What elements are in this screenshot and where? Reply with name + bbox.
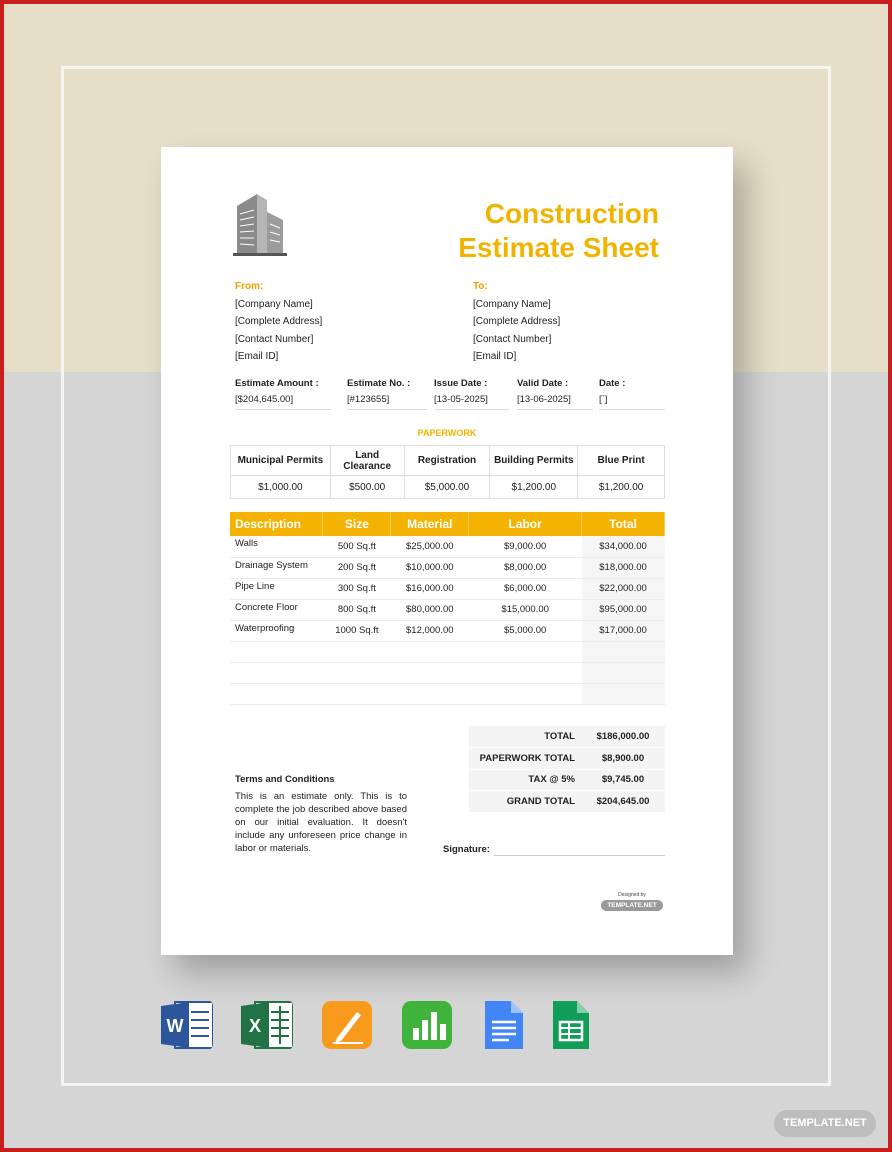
paperwork-header: Building Permits — [490, 446, 578, 476]
paperwork-value-row — [231, 476, 665, 499]
items-table — [230, 512, 665, 705]
document-title — [458, 197, 659, 265]
cell-description: Concrete Floor — [230, 599, 323, 620]
info-value: [#123655] — [347, 394, 427, 410]
totals-table — [469, 726, 665, 813]
info-label: Date : — [599, 378, 626, 389]
info-estimate-no — [347, 378, 427, 410]
empty-row — [230, 683, 665, 704]
tax-label: TAX @ 5% — [469, 769, 581, 791]
from-contact: [Contact Number] — [235, 333, 314, 345]
info-label: Estimate No. : — [347, 378, 411, 389]
empty-row — [230, 662, 665, 683]
paperwork-header: Registration — [404, 446, 490, 476]
designed-by-brand: TEMPLATE.NET — [601, 900, 663, 911]
cell-material: $12,000.00 — [391, 620, 469, 641]
word-icon[interactable] — [161, 1000, 213, 1050]
to-email: [Email ID] — [473, 351, 517, 362]
info-value: [13-06-2025] — [517, 394, 593, 410]
cell-labor: $8,000.00 — [469, 557, 582, 578]
designed-by-mark — [601, 892, 663, 911]
info-label: Estimate Amount : — [235, 378, 319, 389]
to-contact: [Contact Number] — [473, 333, 552, 345]
building-logo-icon — [233, 190, 287, 256]
grand-total-row — [469, 791, 665, 813]
info-value: [$204,645.00] — [235, 394, 331, 410]
google-docs-icon[interactable] — [477, 1000, 529, 1050]
info-issue-date — [434, 378, 510, 410]
empty-row — [230, 641, 665, 662]
total-label: TOTAL — [469, 726, 581, 748]
cell-labor: $5,000.00 — [469, 620, 582, 641]
cell-total: $17,000.00 — [582, 620, 665, 641]
paperwork-header: Municipal Permits — [231, 446, 331, 476]
google-sheets-icon[interactable] — [547, 1000, 599, 1050]
to-address: [Complete Address] — [473, 316, 561, 327]
cell-material: $10,000.00 — [391, 557, 469, 578]
items-header-row — [230, 512, 665, 536]
info-value: [`] — [599, 394, 665, 410]
table-row — [230, 536, 665, 557]
paperwork-table — [230, 445, 665, 499]
items-header: Labor — [469, 512, 582, 536]
cell-material: $80,000.00 — [391, 599, 469, 620]
grand-total-label: GRAND TOTAL — [469, 791, 581, 813]
table-row — [230, 578, 665, 599]
cell-labor: $15,000.00 — [469, 599, 582, 620]
total-value: $186,000.00 — [581, 726, 665, 748]
info-value: [13-05-2025] — [434, 394, 510, 410]
info-date — [599, 378, 665, 410]
table-row — [230, 599, 665, 620]
paperwork-title: PAPERWORK — [417, 428, 477, 438]
from-label: From: — [235, 281, 264, 292]
table-row — [230, 557, 665, 578]
info-valid-date — [517, 378, 593, 410]
items-header: Size — [323, 512, 391, 536]
paperwork-value: $5,000.00 — [404, 476, 490, 499]
paperwork-value: $1,200.00 — [578, 476, 665, 499]
paperwork-header-row — [231, 446, 665, 476]
cell-size: 800 Sq.ft — [323, 599, 391, 620]
items-header: Total — [582, 512, 665, 536]
excel-icon[interactable] — [241, 1000, 293, 1050]
paperwork-header: Land Clearance — [330, 446, 404, 476]
cell-description: Walls — [230, 536, 323, 557]
terms-block — [235, 774, 407, 855]
designed-by-text: Designed by — [618, 892, 646, 898]
title-line-1: Construction — [484, 198, 659, 229]
cell-labor: $6,000.00 — [469, 578, 582, 599]
cell-description: Pipe Line — [230, 578, 323, 599]
paperwork-value: $1,000.00 — [231, 476, 331, 499]
cell-description: Drainage System — [230, 557, 323, 578]
from-block — [235, 278, 322, 366]
signature-line — [494, 855, 665, 856]
svg-text:W: W — [166, 1016, 184, 1036]
grand-total-value: $204,645.00 — [581, 791, 665, 813]
signature-label: Signature: — [443, 844, 490, 855]
terms-heading: Terms and Conditions — [235, 774, 335, 785]
cell-total: $34,000.00 — [582, 536, 665, 557]
cell-size: 300 Sq.ft — [323, 578, 391, 599]
to-company: [Company Name] — [473, 298, 551, 310]
from-company: [Company Name] — [235, 298, 313, 310]
paperwork-value: $500.00 — [330, 476, 404, 499]
paperwork-header: Blue Print — [578, 446, 665, 476]
info-label: Issue Date : — [434, 378, 488, 389]
cell-total: $22,000.00 — [582, 578, 665, 599]
cell-description: Waterproofing — [230, 620, 323, 641]
cell-size: 1000 Sq.ft — [323, 620, 391, 641]
cell-material: $25,000.00 — [391, 536, 469, 557]
paperwork-total-label: PAPERWORK TOTAL — [469, 748, 581, 770]
template-net-badge[interactable]: TEMPLATE.NET — [774, 1110, 876, 1137]
terms-body: This is an estimate only. This is to complete the job described above based on our initial evaluation. It doesn't include any unforeseen price change in labor or materials. — [235, 791, 407, 854]
tax-row — [469, 769, 665, 791]
cell-labor: $9,000.00 — [469, 536, 582, 557]
info-estimate-amount — [235, 378, 331, 410]
cell-total: $18,000.00 — [582, 557, 665, 578]
tax-value: $9,745.00 — [581, 769, 665, 791]
items-header: Material — [391, 512, 469, 536]
cell-total: $95,000.00 — [582, 599, 665, 620]
info-label: Valid Date : — [517, 378, 569, 389]
from-address: [Complete Address] — [235, 316, 323, 327]
pages-icon[interactable] — [321, 1000, 373, 1050]
to-block — [473, 278, 560, 366]
total-row — [469, 726, 665, 748]
paperwork-value: $1,200.00 — [490, 476, 578, 499]
svg-text:X: X — [248, 1016, 262, 1036]
estimate-document — [161, 147, 733, 955]
cell-material: $16,000.00 — [391, 578, 469, 599]
cell-size: 200 Sq.ft — [323, 557, 391, 578]
paperwork-total-row — [469, 748, 665, 770]
title-line-2: Estimate Sheet — [458, 232, 659, 263]
items-header: Description — [230, 512, 323, 536]
table-row — [230, 620, 665, 641]
from-email: [Email ID] — [235, 351, 279, 362]
numbers-icon[interactable] — [401, 1000, 453, 1050]
cell-size: 500 Sq.ft — [323, 536, 391, 557]
to-label: To: — [473, 281, 488, 292]
paperwork-total-value: $8,900.00 — [581, 748, 665, 770]
